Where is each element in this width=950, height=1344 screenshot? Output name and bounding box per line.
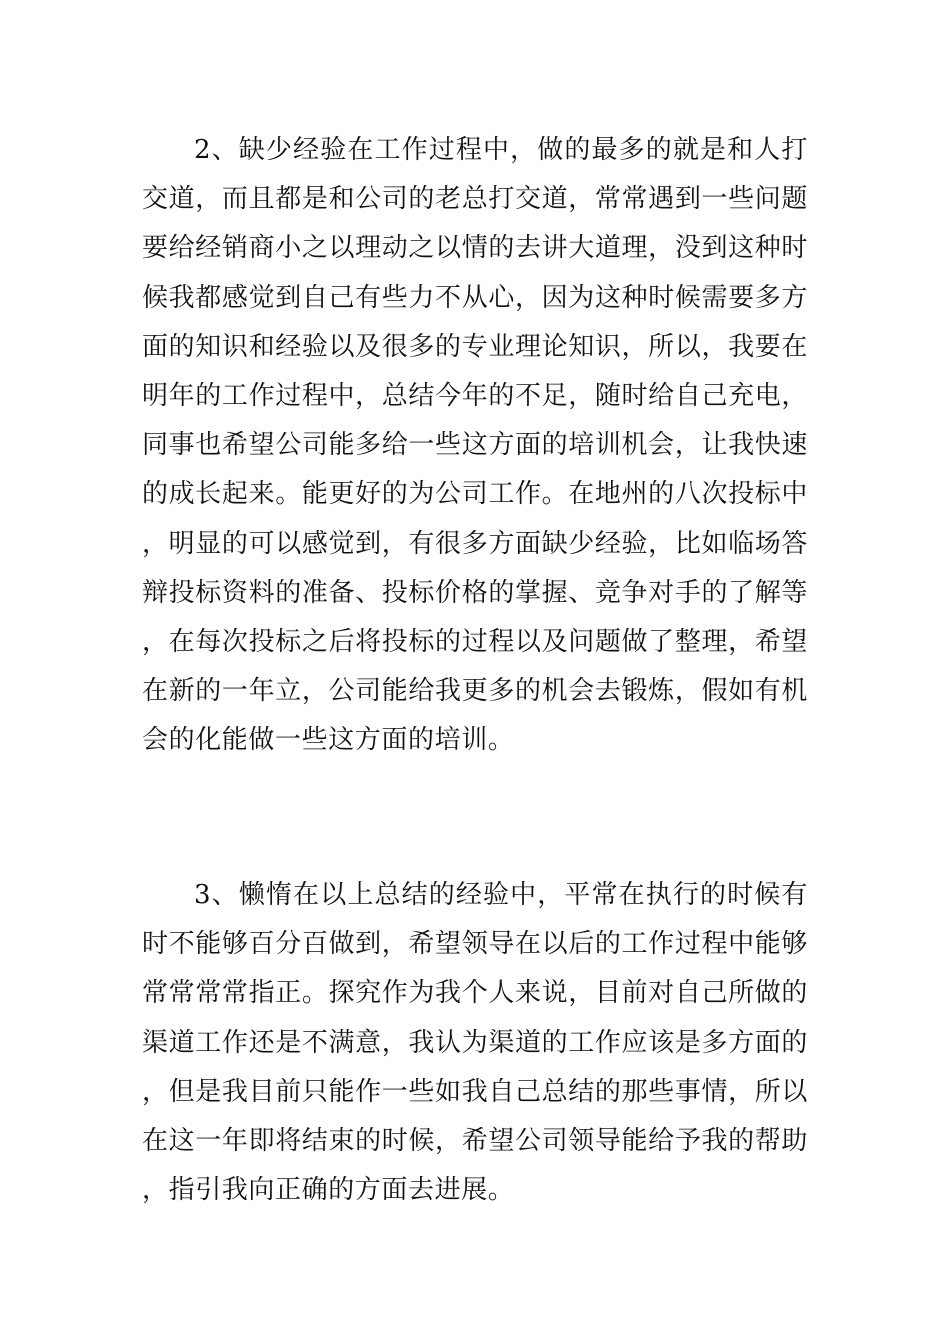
- paragraph-laziness: 3、懒惰在以上总结的经验中，平常在执行的时候有时不能够百分百做到，希望领导在以后的工作过程中能够常常常常指正。探究作为我个人来说，目前对自己所做的渠道工作还是不满意，我认为渠道的工作应该是多方面的，但是我目前只能作一些如我自己总结的那些事情，所以在这一年即将结束的时候，希望公司领导能给予我的帮助，指引我向正确的方面去进展。: [142, 880, 808, 1206]
- paragraph-lack-of-experience: 2、缺少经验在工作过程中，做的最多的就是和人打交道，而且都是和公司的老总打交道，常常遇到一些问题要给经销商小之以理动之以情的去讲大道理，没到这种时候我都感觉到自己有些力不从心，因为这种时候需要多方面的知识和经验以及很多的专业理论知识，所以，我要在明年的工作过程中，总结今年的不足，随时给自己充电，同事也希望公司能多给一些这方面的培训机会，让我快速的成长起来。能更好的为公司工作。在地州的八次投标中，明显的可以感觉到，有很多方面缺少经验，比如临场答辩投标资料的准备、投标价格的掌握、竞争对手的了解等，在每次投标之后将投标的过程以及问题做了整理，希望在新的一年立，公司能给我更多的机会去锻炼，假如有机会的化能做一些这方面的培训。: [142, 135, 808, 756]
